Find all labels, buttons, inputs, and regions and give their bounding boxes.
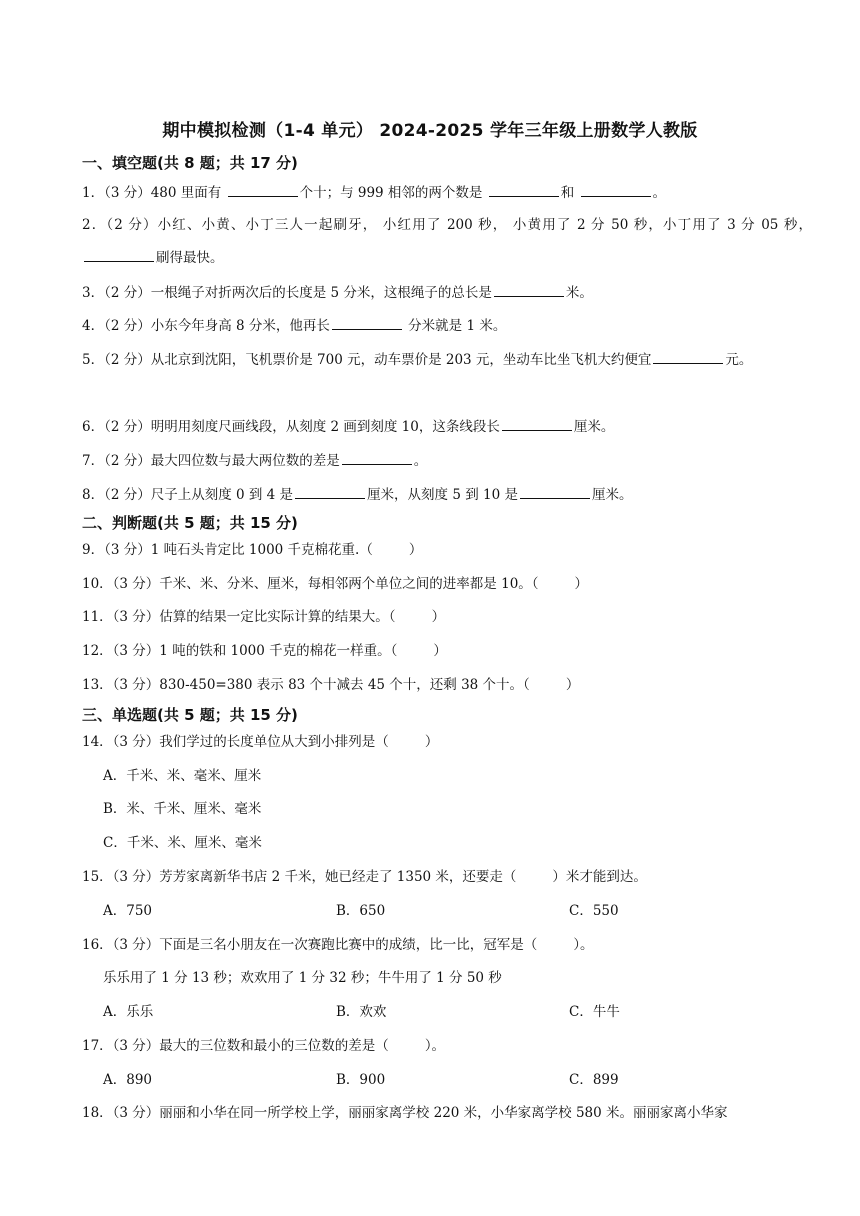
option-c[interactable]: C．牛牛 [569,1004,620,1020]
question-6: 6．（2 分）明明用刻度尺画线段，从刻度 2 画到刻度 10，这条线段长 厘米。 [82,416,812,437]
answer-blank[interactable] [228,182,298,197]
section-heading-single-choice: 三、单选题(共 5 题；共 15 分) [82,706,298,724]
question-16-info: 乐乐用了 1 分 13 秒；欢欢用了 1 分 32 秒；牛牛用了 1 分 50 秒 [103,970,502,986]
answer-blank[interactable] [295,484,365,499]
option-b[interactable]: B．900 [336,1072,386,1088]
answer-blank[interactable] [342,450,412,465]
question-1: 1．（3 分）480 里面有 个十；与 999 相邻的两个数是 和 。 [82,182,812,203]
question-18: 18．（3 分）丽丽和小华在同一所学校上学，丽丽家离学校 220 米，小华家离学校 580 米。丽丽家离小华家 [82,1105,728,1121]
answer-blank[interactable] [332,315,402,330]
question-11: 11．（3 分）估算的结果一定比实际计算的结果大。（ ） [82,609,446,625]
section-heading-fill-in: 一、填空题(共 8 题；共 17 分) [82,154,298,172]
option-a[interactable]: A．乐乐 [103,1004,154,1020]
answer-blank[interactable] [84,247,154,262]
question-16: 16．（3 分）下面是三名小朋友在一次赛跑比赛中的成绩，比一比，冠军是（ ）。 [82,937,594,953]
answer-blank[interactable] [502,416,572,431]
question-4: 4．（2 分）小东今年身高 8 分米，他再长 分米就是 1 米。 [82,315,812,336]
question-7: 7．（2 分）最大四位数与最大两位数的差是 。 [82,450,812,471]
option-c[interactable]: C．550 [569,903,619,919]
question-2: 2．（2 分）小红、小黄、小丁三人一起刷牙， 小红用了 200 秒， 小黄用了 2 分 50 秒，小丁用了 3 分 05 秒，刷得最快。 [82,217,812,266]
option-a[interactable]: A．890 [103,1072,153,1088]
option-b[interactable]: B．米、千米、厘米、毫米 [103,801,262,817]
option-a[interactable]: A．千米、米、毫米、厘米 [103,768,262,784]
question-14: 14．（3 分）我们学过的长度单位从大到小排列是（ ） [82,734,439,750]
option-c[interactable]: C．899 [569,1072,619,1088]
question-10: 10．（3 分）千米、米、分米、厘米，每相邻两个单位之间的进率都是 10。（ ） [82,576,589,592]
question-3: 3．（2 分）一根绳子对折两次后的长度是 5 分米，这根绳子的总长是 米。 [82,282,812,303]
question-8: 8．（2 分）尺子上从刻度 0 到 4 是 厘米，从刻度 5 到 10 是 厘米。 [82,484,812,505]
answer-blank[interactable] [581,182,651,197]
answer-blank[interactable] [489,182,559,197]
answer-blank[interactable] [653,349,723,364]
answer-blank[interactable] [520,484,590,499]
question-15: 15．（3 分）芳芳家离新华书店 2 千米，她已经走了 1350 米，还要走（ ）米才能到达。 [82,869,647,885]
option-c[interactable]: C．千米、米、厘米、毫米 [103,835,262,851]
option-b[interactable]: B．欢欢 [336,1004,387,1020]
question-9: 9．（3 分）1 吨石头肯定比 1000 千克棉花重.（ ） [82,542,423,558]
section-heading-true-false: 二、判断题(共 5 题；共 15 分) [82,514,298,532]
question-13: 13．（3 分）830-450=380 表示 83 个十减去 45 个十，还剩 38 个十。（ ） [82,677,580,693]
option-b[interactable]: B．650 [336,903,386,919]
answer-blank[interactable] [494,282,564,297]
question-17: 17．（3 分）最大的三位数和最小的三位数的差是（ ）。 [82,1038,446,1054]
page-title: 期中模拟检测（1-4 单元） 2024-2025 学年三年级上册数学人教版 [162,121,698,141]
option-a[interactable]: A．750 [103,903,153,919]
question-5: 5．（2 分）从北京到沈阳，飞机票价是 700 元，动车票价是 203 元，坐动车比坐飞机大约便宜 元。 [82,349,822,370]
question-12: 12．（3 分）1 吨的铁和 1000 千克的棉花一样重。（ ） [82,643,447,659]
